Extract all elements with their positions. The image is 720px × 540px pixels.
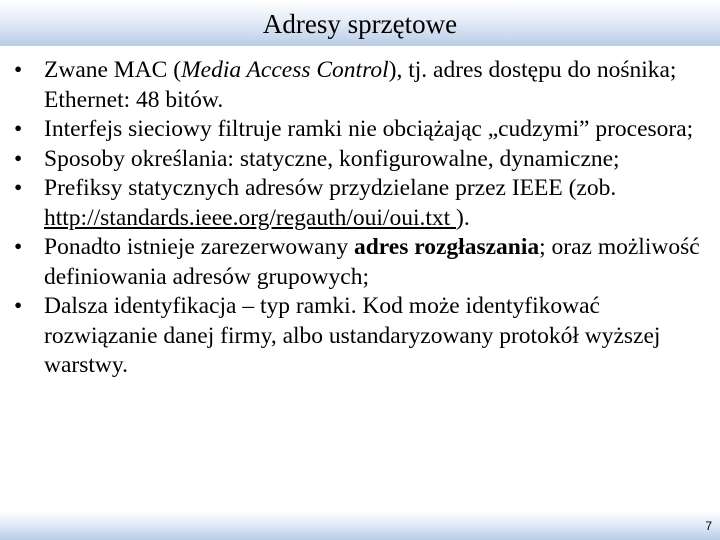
- footer-bar: [0, 511, 720, 540]
- bullet-text: ; oraz możliwość definiowania adresów grupowych;: [44, 234, 700, 290]
- bullet-text: Ponadto istnieje zarezerwowany: [44, 234, 354, 260]
- bullet-broadcast: [14, 233, 714, 292]
- bullet-filter: [14, 115, 714, 145]
- bullet-text: Sposoby określania: statyczne, konfigurowalne, dynamiczne;: [44, 145, 620, 172]
- bullet-methods: [14, 145, 714, 175]
- bullet-frame-type: [14, 292, 714, 381]
- page-number: 7: [705, 519, 712, 533]
- bullet-text: Interfejs sieciowy filtruje ramki nie obciążając „cudzymi” procesora;: [44, 116, 694, 142]
- bullet-text: ).: [456, 204, 470, 231]
- bullet-text-bold: adres rozgłaszania: [353, 234, 540, 260]
- bullet-marker: •: [14, 234, 23, 260]
- bullet-text: Zwane MAC (: [44, 57, 182, 83]
- bullet-prefixes: [14, 174, 714, 233]
- bullet-marker: •: [14, 116, 23, 142]
- bullet-text-italic: Media Access Control: [181, 57, 389, 83]
- bullet-text: Prefiksy statycznych adresów przydzielane przez IEEE (zob.: [44, 175, 617, 201]
- bullet-text: ), tj. adres dostępu do nośnika; Ethernet: 48 bitów.: [44, 57, 677, 113]
- bullet-marker: •: [14, 175, 23, 201]
- bullet-mac: [14, 56, 714, 115]
- bullet-list: [14, 56, 714, 381]
- bullet-marker: •: [14, 293, 23, 319]
- slide-title: Adresy sprzętowe: [262, 9, 458, 39]
- bullet-text: Dalsza identyfikacja – typ ramki. Kod może identyfikować rozwiązanie danej firmy, albo ustandaryzowany protokół wyższej warstwy.: [44, 293, 661, 378]
- bullet-marker: •: [14, 57, 23, 83]
- bullet-marker: •: [14, 145, 23, 172]
- oui-link[interactable]: http://standards.ieee.org/regauth/oui/oui.txt: [44, 204, 457, 231]
